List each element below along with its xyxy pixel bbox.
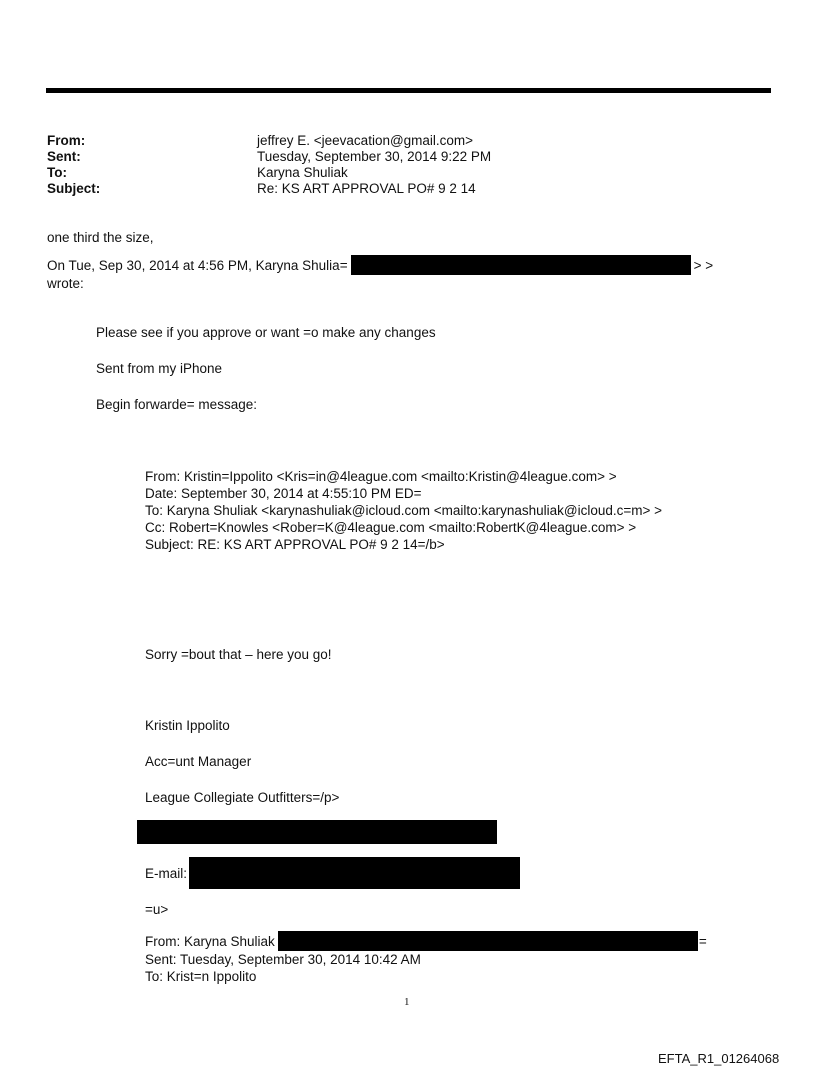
redaction <box>351 255 691 275</box>
sig-company: League Collegiate Outfitters=/p> <box>145 790 340 805</box>
page-number: 1 <box>404 996 410 1008</box>
wrote: wrote: <box>47 276 84 291</box>
fwd-subject: Subject: RE: KS ART APPROVAL PO# 9 2 14=/b> <box>145 537 445 552</box>
quoted-line: Please see if you approve or want =o make any changes <box>96 325 436 340</box>
header-rule <box>46 88 771 93</box>
prev-from-row <box>145 931 707 951</box>
u-line: =u> <box>145 902 169 917</box>
fwd-from: From: Kristin=Ippolito <Kris=in@4league.com <mailto:Kristin@4league.com> > <box>145 469 617 484</box>
document-id: EFTA_R1_01264068 <box>658 1051 780 1066</box>
sig-title: Acc=unt Manager <box>145 754 252 769</box>
subject-label: Subject: <box>47 181 101 196</box>
prev-to: To: Krist=n Ippolito <box>145 969 257 984</box>
fwd-date: Date: September 30, 2014 at 4:55:10 PM ED= <box>145 486 422 501</box>
prev-from-end: = <box>698 933 707 949</box>
email-row <box>145 857 520 889</box>
quote-intro: On Tue, Sep 30, 2014 at 4:56 PM, Karyna Shulia= <box>47 257 348 273</box>
subject-value: Re: KS ART APPROVAL PO# 9 2 14 <box>257 181 476 196</box>
email-label: E-mail: <box>145 865 188 881</box>
sent-value: Tuesday, September 30, 2014 9:22 PM <box>257 149 492 164</box>
quoted-line: Sent from my iPhone <box>96 361 223 376</box>
to-label: To: <box>47 165 67 180</box>
prev-sent: Sent: Tuesday, September 30, 2014 10:42 AM <box>145 952 421 967</box>
fwd-cc: Cc: Robert=Knowles <Rober=K@4league.com <mailto:RobertK@4league.com> > <box>145 520 637 535</box>
from-label: From: <box>47 133 86 148</box>
sig-name: Kristin Ippolito <box>145 718 230 733</box>
quote-intro-end: > > <box>693 257 714 273</box>
to-value: Karyna Shuliak <box>257 165 348 180</box>
redaction <box>189 857 520 889</box>
prev-from: From: Karyna Shuliak <box>145 933 275 949</box>
redaction <box>137 820 497 844</box>
quote-intro-row <box>47 255 713 275</box>
fwd-to: To: Karyna Shuliak <karynashuliak@icloud.com <mailto:karynashuliak@icloud.c=m> > <box>145 503 663 518</box>
sent-label: Sent: <box>47 149 81 164</box>
body-line: one third the size, <box>47 230 154 245</box>
quoted-line: Begin forwarde= message: <box>96 397 257 412</box>
sorry-line: Sorry =bout that – here you go! <box>145 647 332 662</box>
from-value: jeffrey E. <jeevacation@gmail.com> <box>257 133 474 148</box>
redaction <box>278 931 698 951</box>
